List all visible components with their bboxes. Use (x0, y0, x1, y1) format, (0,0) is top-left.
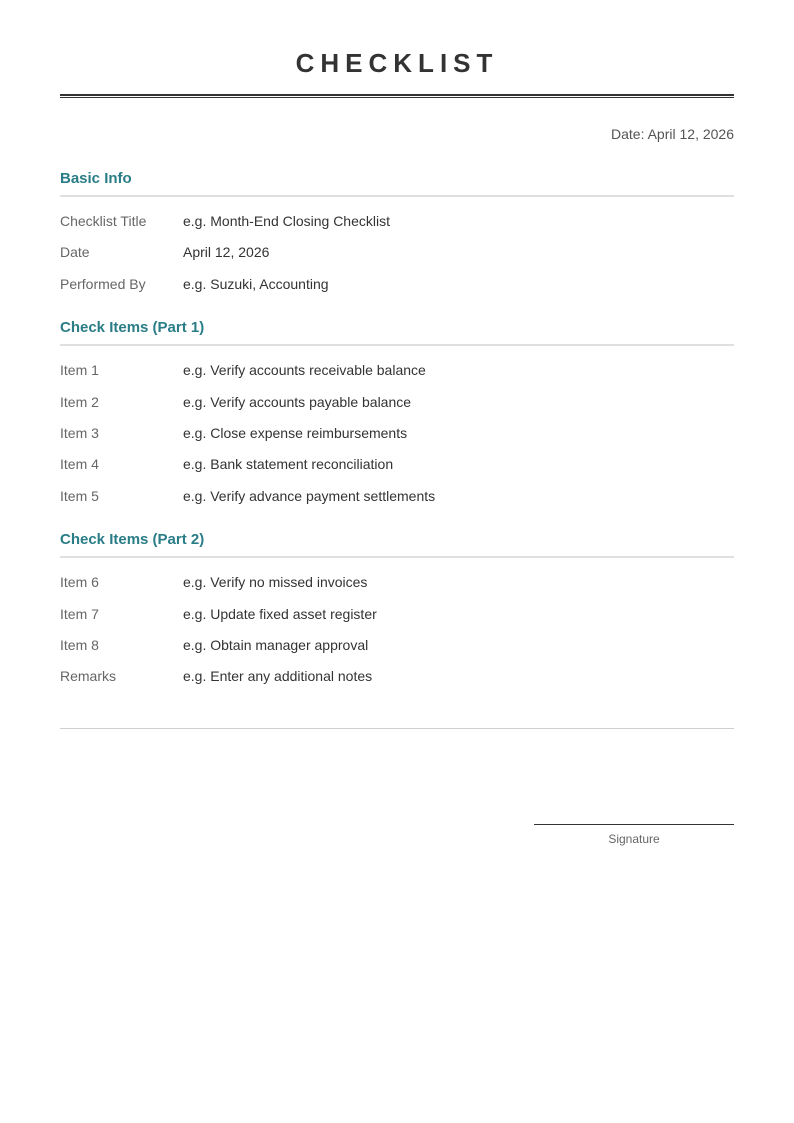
check-item-row (60, 360, 734, 380)
document-date: Date: April 12, 2026 (611, 126, 734, 142)
item-value[interactable]: e.g. Verify no missed invoices (183, 574, 368, 590)
check-item-row (60, 572, 734, 592)
remarks-label: Remarks (60, 668, 117, 684)
field-value[interactable]: e.g. Month-End Closing Checklist (183, 213, 390, 229)
section-divider (60, 556, 734, 558)
check-item-row (60, 635, 734, 655)
item-label: Item 6 (60, 574, 99, 590)
item-label: Item 7 (60, 606, 99, 622)
field-label: Date (60, 244, 90, 260)
remarks-value[interactable]: e.g. Enter any additional notes (183, 668, 373, 684)
check-item-row (60, 392, 734, 412)
section-divider (60, 195, 734, 197)
item-label: Item 3 (60, 425, 99, 441)
section-heading-check-items-part-2: Check Items (Part 2) (60, 531, 205, 548)
item-label: Item 4 (60, 456, 99, 472)
item-label: Item 5 (60, 488, 99, 504)
check-item-row (60, 604, 734, 624)
section-heading-check-items-part-1: Check Items (Part 1) (60, 319, 205, 336)
field-label: Performed By (60, 276, 146, 292)
item-value[interactable]: e.g. Verify advance payment settlements (183, 488, 436, 504)
item-label: Item 8 (60, 637, 99, 653)
section-divider (60, 344, 734, 346)
check-item-row (60, 486, 734, 506)
field-row-date (60, 242, 734, 262)
footer-divider (60, 728, 734, 729)
title-double-rule (60, 94, 734, 98)
check-item-row (60, 423, 734, 443)
item-value[interactable]: e.g. Verify accounts receivable balance (183, 362, 426, 378)
field-value[interactable]: e.g. Suzuki, Accounting (183, 276, 329, 292)
item-value[interactable]: e.g. Update fixed asset register (183, 606, 377, 622)
item-value[interactable]: e.g. Obtain manager approval (183, 637, 369, 653)
item-value[interactable]: e.g. Verify accounts payable balance (183, 394, 412, 410)
item-value[interactable]: e.g. Close expense reimbursements (183, 425, 408, 441)
signature-label: Signature (608, 832, 660, 846)
field-label: Checklist Title (60, 213, 147, 229)
section-heading-basic-info: Basic Info (60, 170, 132, 187)
remarks-row (60, 666, 734, 686)
item-label: Item 2 (60, 394, 99, 410)
check-item-row (60, 454, 734, 474)
field-row-checklist-title (60, 211, 734, 231)
page-title: CHECKLIST (295, 48, 499, 78)
item-label: Item 1 (60, 362, 99, 378)
field-value[interactable]: April 12, 2026 (183, 244, 270, 260)
signature-line[interactable] (534, 824, 734, 825)
item-value[interactable]: e.g. Bank statement reconciliation (183, 456, 394, 472)
field-row-performed-by (60, 274, 734, 294)
